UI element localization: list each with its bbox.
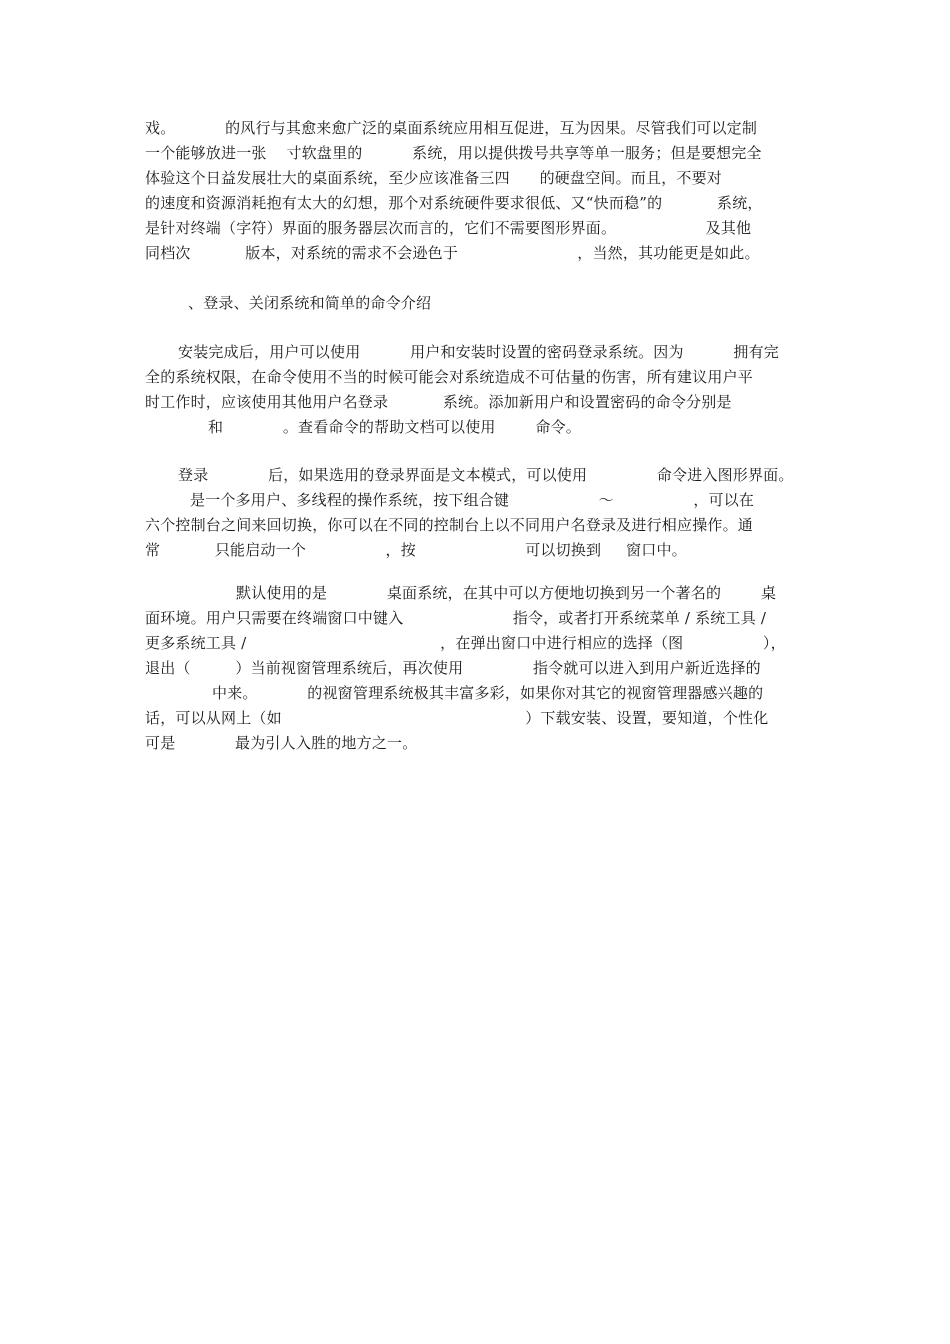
paragraph-4-line-5: 中来。 的视窗管理系统极其丰富多彩，如果你对其它的视窗管理器感兴趣的 [212,684,764,702]
paragraph-4-line-2: 面环境。用户只需要在终端窗口中键入 指令，或者打开系统菜单 / 系统工具 / [145,609,767,627]
paragraph-1-line-3: 体验这个日益发展壮大的桌面系统，至少应该准备三四 的硬盘空间。而且，不要对 [145,169,723,187]
paragraph-1-line-4: 的速度和资源消耗抱有太大的幻想，那个对系统硬件要求很低、又“快而稳”的 系统， [145,194,763,212]
paragraph-2-line-3: 时工作时，应该使用其他用户名登录 系统。添加新用户和设置密码的命令分别是 [145,393,732,411]
paragraph-3-line-1: 登录 后，如果选用的登录界面是文本模式，可以使用 命令进入图形界面。 [178,466,794,484]
paragraph-2-line-2: 全的系统权限，在命令使用不当的时候可能会对系统造成不可估量的伤害，所有建议用户平 [145,368,754,386]
paragraph-4-line-3: 更多系统工具 / ，在弹出窗口中进行相应的选择（图 ）， [145,634,786,652]
paragraph-1-line-6: 同档次 版本，对系统的需求不会逊色于 ，当然，其功能更是如此。 [145,244,760,262]
paragraph-2-line-1: 安装完成后，用户可以使用 用户和安装时设置的密码登录系统。因为 拥有完 [178,343,779,361]
paragraph-4-line-1: 默认使用的是 桌面系统，在其中可以方便地切换到另一个著名的 桌 [236,584,777,602]
paragraph-4-line-7: 可是 最为引人入胜的地方之一。 [145,734,418,752]
paragraph-3-line-2: 是一个多用户、多线程的操作系统，按下组合键 ～ ，可以在 [190,491,755,509]
paragraph-4-line-6: 话，可以从网上（如 ）下载安装、设置，要知道，个性化 [145,709,769,727]
paragraph-3-line-4: 常 只能启动一个 ，按 可以切换到 窗口中。 [145,541,687,559]
paragraph-1-line-2: 一个能够放进一张 寸软盘里的 系统，用以提供拨号共享等单一服务；但是要想完全 [145,144,762,162]
paragraph-2-line-4: 和 。查看命令的帮助文档可以使用 命令。 [208,418,581,436]
paragraph-1-line-5: 是针对终端（字符）界面的服务器层次而言的，它们不需要图形界面。 及其他 [145,219,752,237]
paragraph-4-line-4: 退出（ ）当前视窗管理系统后，再次使用 指令就可以进入到用户新近选择的 [145,659,761,677]
section-heading: 、登录、关闭系统和简单的命令介绍 [188,294,432,312]
paragraph-1-line-1: 戏。 的风行与其愈来愈广泛的桌面系统应用相互促进，互为因果。尽管我们可以定制 [145,119,758,137]
paragraph-3-line-3: 六个控制台之间来回切换，你可以在不同的控制台上以不同用户名登录及进行相应操作。通 [145,516,754,534]
